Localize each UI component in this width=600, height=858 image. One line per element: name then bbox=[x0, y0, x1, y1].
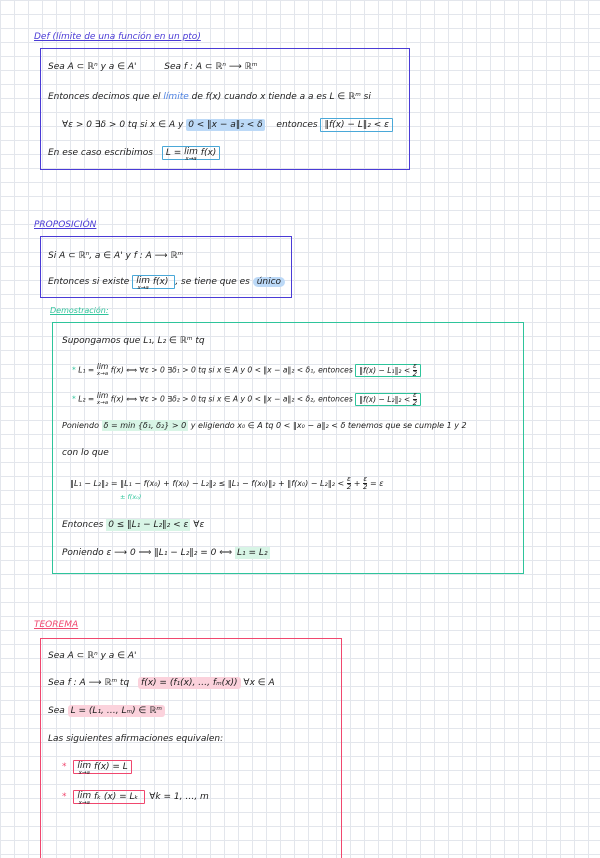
limit-notation-box: L = lim x→a f(x) bbox=[162, 146, 220, 160]
norm-bound-highlight: 0 ≤ ‖L₁ − L₂‖₂ < ε bbox=[108, 520, 189, 530]
proof-line-4: Poniendo δ = min {δ₁, δ₂} > 0 y eligiendo x₀ ∈ A tq 0 < ‖x₀ − a‖₂ < δ tenemos que se cumple 1 y 2 bbox=[62, 421, 467, 430]
bullet-star: * bbox=[72, 394, 76, 404]
unique-highlight: único bbox=[253, 277, 285, 287]
proposition-title: PROPOSICIÓN bbox=[34, 220, 97, 230]
proof-line-6: ‖L₁ − L₂‖₂ = ‖L₁ − f(x₀) + f(x₀) − L₂‖₂ ≤ ‖L₁ − f(x₀)‖₂ + ‖f(x₀) − L₂‖₂ < $\frac{\varepsilon}{2}$ + $\frac{\varepsilon}{2}$ = ε bbox=[70, 475, 384, 491]
conclusion-highlight: L₁ = L₂ bbox=[237, 548, 268, 558]
proposition-line-2: Entonces si existe lim x→a f(x) , se tiene que es único bbox=[48, 277, 285, 291]
limit-notation-box: lim x→a f(x) bbox=[132, 275, 175, 289]
proof-line-7: Entonces 0 ≤ ‖L₁ − L₂‖₂ < ε ∀ε bbox=[62, 520, 205, 530]
definition-line-2: Entonces decimos que el límite de f(x) cuando x tiende a a es L ∈ ℝᵐ si bbox=[48, 92, 371, 102]
theorem-line-6: * lim x→a fₖ (x) = Lₖ ∀k = 1, …, m bbox=[62, 791, 209, 806]
limit-word: límite bbox=[163, 92, 189, 102]
epsilon-condition-box: ‖f(x) − L‖₂ < ε bbox=[320, 118, 393, 132]
theorem-box bbox=[40, 638, 342, 858]
proof-line-1: Supongamos que L₁, L₂ ∈ ℝᵐ tq bbox=[62, 336, 205, 346]
theorem-line-4: Las siguientes afirmaciones equivalen: bbox=[48, 734, 224, 744]
theorem-line-1: Sea A ⊂ ℝⁿ y a ∈ A' bbox=[48, 651, 137, 661]
definition-line-1 bbox=[48, 62, 257, 73]
proof-title: Demostración: bbox=[50, 306, 109, 315]
component-limit-box: lim x→a fₖ (x) = Lₖ bbox=[73, 790, 145, 804]
epsilon-half-box-2: ‖f(x) − L₂‖₂ < $\frac{\varepsilon}{2}$ bbox=[355, 393, 421, 406]
limit-vector-highlight: L = (L₁, …, Lₘ) ∈ ℝᵐ bbox=[68, 705, 165, 717]
plus-minus-note: ± f(x₀) bbox=[120, 493, 142, 501]
theorem-line-3: Sea L = (L₁, …, Lₘ) ∈ ℝᵐ bbox=[48, 706, 165, 717]
proof-line-5: con lo que bbox=[62, 448, 109, 458]
components-highlight: f(x) = (f₁(x), …, fₘ(x)) bbox=[138, 677, 241, 689]
vector-limit-box: lim x→a f(x) = L bbox=[73, 760, 131, 774]
proposition-line-1: Si A ⊂ ℝⁿ, a ∈ A' y f : A ⟶ ℝᵐ bbox=[48, 251, 184, 261]
delta-min-highlight: δ = min {δ₁, δ₂} > 0 bbox=[103, 421, 187, 430]
theorem-line-5 bbox=[62, 762, 132, 776]
proof-line-2: * L₁ = lim x→a f(x) ⟺ ∀ε > 0 ∃δ₁ > 0 tq si x ∈ A y 0 < ‖x − a‖₂ < δ₁, entonces ‖f(x) − L₁‖₂ < $\frac{\varepsilon}{2}$ bbox=[72, 363, 421, 378]
delta-condition-highlight: 0 < ‖x − a‖₂ < δ bbox=[188, 120, 263, 130]
definition-line-4: En ese caso escribimos L = lim x→a f(x) bbox=[48, 148, 220, 162]
definition-title: Def (límite de una función en un pto) bbox=[34, 32, 201, 42]
definition-line-3: ∀ε > 0 ∃δ > 0 tq si x ∈ A y 0 < ‖x − a‖₂ < δ entonces ‖f(x) − L‖₂ < ε bbox=[62, 120, 393, 131]
definition-set-statement: Sea A ⊂ ℝⁿ y a ∈ A' bbox=[48, 62, 137, 72]
proof-box bbox=[52, 322, 524, 574]
bullet-star: * bbox=[62, 792, 67, 802]
proof-line-3: * L₂ = lim x→a f(x) ⟺ ∀ε > 0 ∃δ₂ > 0 tq si x ∈ A y 0 < ‖x − a‖₂ < δ₂, entonces ‖f(x) − L₂‖₂ < $\frac{\varepsilon}{2}$ bbox=[72, 392, 421, 407]
bullet-star: * bbox=[62, 762, 67, 772]
definition-function-statement: Sea f : A ⊂ ℝⁿ ⟶ ℝᵐ bbox=[164, 62, 258, 72]
bullet-star: * bbox=[72, 365, 76, 375]
theorem-title: TEOREMA bbox=[34, 620, 79, 630]
proof-line-8: Poniendo ε ⟶ 0 ⟹ ‖L₁ − L₂‖₂ = 0 ⟺ L₁ = L₂ bbox=[62, 548, 268, 558]
theorem-line-2: Sea f : A ⟶ ℝᵐ tq f(x) = (f₁(x), …, fₘ(x)) ∀x ∈ A bbox=[48, 678, 275, 688]
epsilon-half-box-1: ‖f(x) − L₁‖₂ < $\frac{\varepsilon}{2}$ bbox=[355, 364, 421, 377]
